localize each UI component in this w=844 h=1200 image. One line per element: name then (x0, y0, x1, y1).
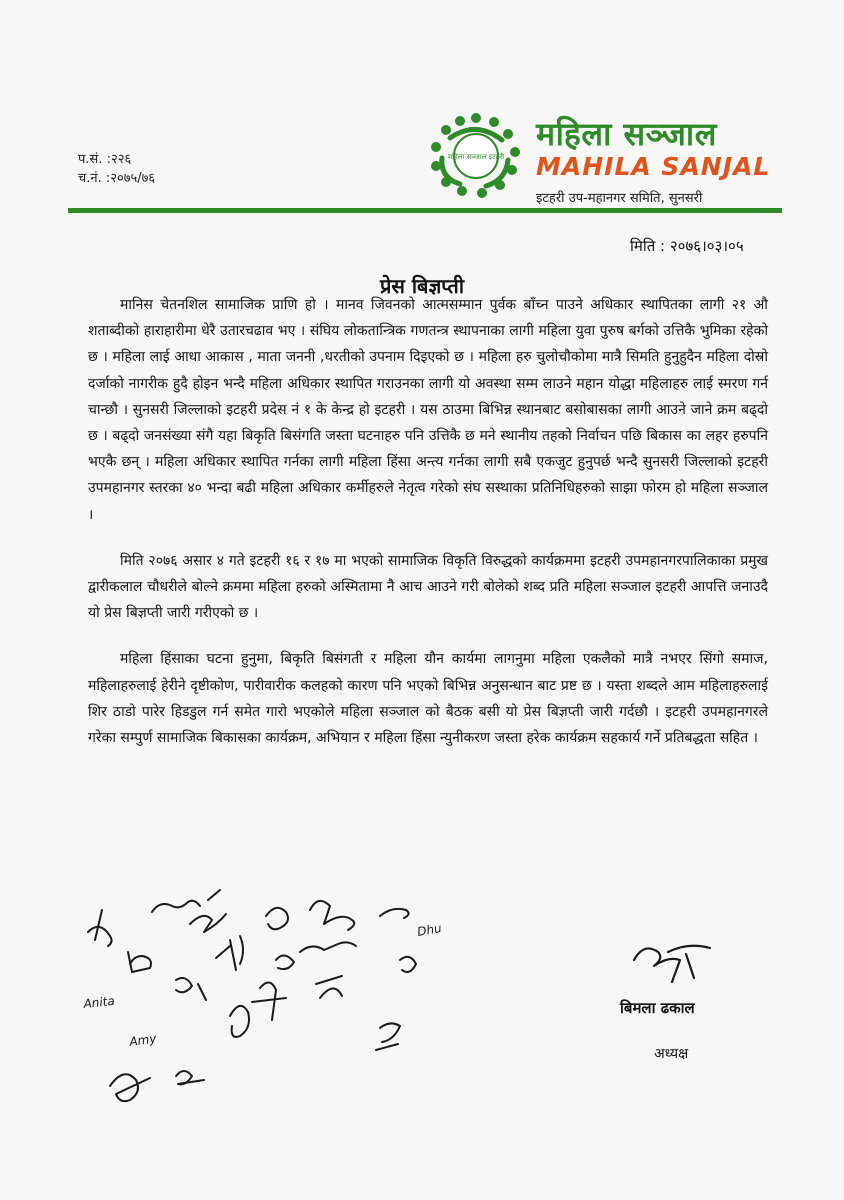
body-paragraph: मानिस चेतनशिल सामाजिक प्राणि हो । मानव जिवनको आत्मसम्मान पुर्वक बाँच्न पाउने अधिकार स्थापितका लागी २१ औ शताब्दीको हाराहारीमा धेरै उतारचढाव भए । संघिय लोकतान्त्रिक गणतन्त्र स्थापनाका लागी महिला युवा पुरुष बर्गको उत्तिकै भुमिका रहेको छ । महिला लाई आधा आकास , माता जननी ,धरतीको उपनाम दिइएको छ । महिला हरु चुलोचौकोमा मात्रै सिमति हुनुहुदैन महिला दोस्रो दर्जाको नागरीक हुदै होइन भन्दै महिला अधिकार स्थापित गराउनका लागी यो अवस्था सम्म लाउने महान योद्धा महिलाहरु लाई स्मरण गर्न चान्छौ । सुनसरी जिल्लाको इटहरी प्रदेस नं १ के केन्द्र हो इटहरी । यस ठाउमा बिभिन्न स्थानबाट बसोबासका लागी आउने जाने क्रम बढ्दो छ । बढ्दो जनसंख्या संगै यहा बिकृति बिसंगति जस्ता घटनाहरु पनि उत्तिकै छ मने स्थानीय तहको निर्वाचन पछि बिकास का लहर हरुपनि भएकै छन् । महिला अधिकार स्थापित गर्नका लागी महिला हिंसा अन्त्य गर्नका लागी सबै एकजुट हुनुपर्छ भन्दै सुनसरी जिल्लाको इटहरी उपमहानगर स्तरका ४० भन्दा बढी महिला अधिकार कर्मीहरुले नेतृत्व गरेको संघ सस्थाका प्रतिनिधिहरुको साझा फोरम हो महिला सञ्जाल । (88, 297, 769, 523)
signature-name: Amy (128, 1031, 158, 1049)
reference-numbers (78, 150, 155, 188)
letter-body (88, 292, 768, 751)
signature-mark (266, 908, 288, 930)
letter-date: मिति : २०७६।०३।०५ (630, 237, 744, 255)
signature-mark (252, 982, 286, 1020)
signature-name: Dhu (416, 920, 443, 939)
signature-mark (230, 1006, 249, 1037)
body-paragraph: महिला हिंसाका घटना हुनुमा, बिकृति बिसंगती र महिला यौन कार्यमा लागनुमा महिला एकलैको मात्रै नभएर सिंगो समाज, महिलाहरुलाई हेरीने दृष्टीकोण, पारीवारीक कलहको कारण पनि भएको बिभिन्न अनुसन्धान बाट प्रष्ट छ । यस्ता शब्दले आम महिलाहरुलाई शिर ठाडो पारेर हिडडुल गर्न समेत गारो भएकोले महिला सञ्जाल को बैठक बसी यो प्रेस बिज्ञप्ती जारी गर्दछौ । इटहरी उपमहानगरले गरेका सम्पुर्ण सामाजिक बिकासका कार्यक्रम, अभियान र महिला हिंसा न्युनीकरण जस्ता हरेक कार्यक्रम सहकार्य गर्ने प्रतिबद्धता सहित । (88, 651, 768, 747)
signature-mark (400, 957, 416, 972)
signature-mark (176, 1071, 204, 1084)
logo-inner-text: महिला सञ्जाल इटहरी (447, 153, 505, 161)
body-paragraph: मिति २०७६ असार ४ गते इटहरी १६ र १७ मा भएको सामाजिक विकृति विरुद्धको कार्यक्रममा इटहरी उपमहानगरपालिकाका प्रमुख द्वारीकलाल चौधरीले बोल्ने क्रममा महिला हरुको अस्मितामा नै आच आउने गरी बोलेको शब्द प्रति महिला सञ्जाल इटहरी आपत्ति जनाउदै यो प्रेस बिज्ञप्ती जारी गरीएको छ । (88, 552, 768, 622)
org-name-nepali: महिला सञ्जाल (536, 115, 717, 153)
signature-mark (88, 910, 112, 946)
signature-mark (300, 942, 356, 952)
signature-mark (216, 936, 243, 970)
signature-mark (128, 952, 151, 972)
mahila-sanjal-logo (420, 108, 532, 204)
chairperson-title: अध्यक्ष (654, 1046, 689, 1062)
signature-mark (380, 909, 409, 918)
chairperson-signature (628, 932, 718, 992)
header-divider (68, 208, 782, 213)
org-name-english: MAHILA SANJAL (536, 152, 771, 181)
signature-mark (110, 1074, 150, 1101)
signature-mark (190, 890, 226, 932)
signature-mark (276, 955, 294, 969)
signature-mark (376, 1023, 400, 1050)
dispatch-number-line: च.नं. :२०७५/७६ (78, 171, 156, 186)
chairperson-name: बिमला ढकाल (620, 999, 695, 1017)
signature-mark (152, 901, 200, 912)
signature-mark (316, 976, 342, 998)
signature-name: Anita (82, 993, 116, 1011)
signature-mark (310, 901, 354, 930)
letter-title: प्रेस बिज्ञप्ती (379, 274, 465, 298)
org-subtitle: इटहरी उप-महानगर समिति, सुनसरी (536, 191, 703, 206)
ref-number-line: प.सं. :२२६ (78, 152, 132, 167)
member-signatures (80, 880, 470, 1130)
signature-mark (176, 978, 206, 1000)
